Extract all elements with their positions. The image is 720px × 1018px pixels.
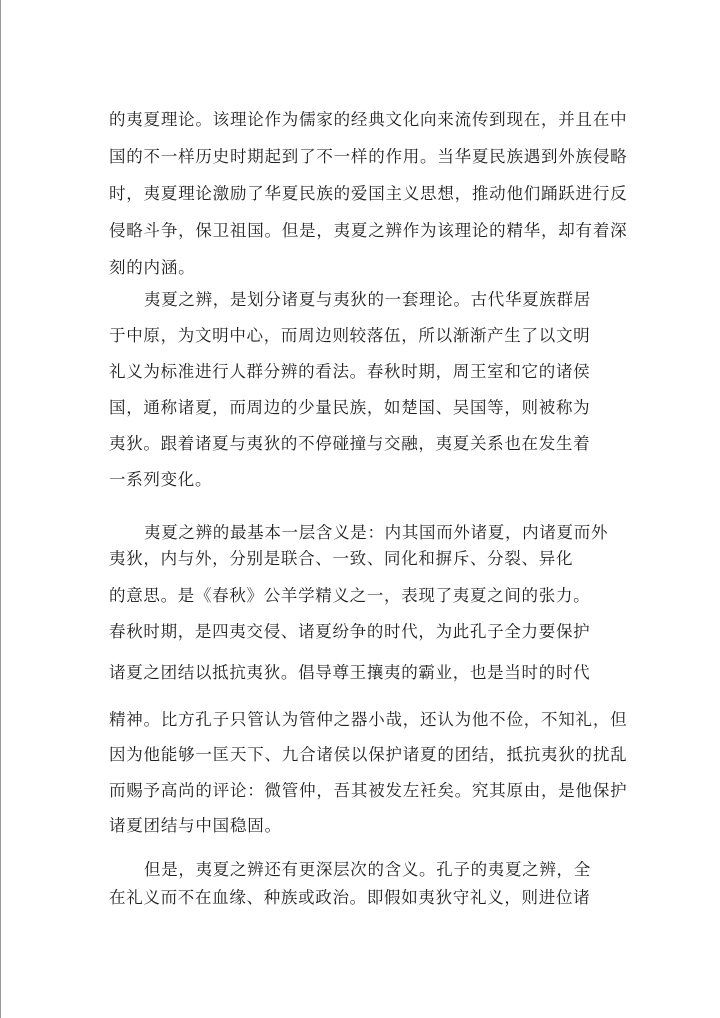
text-line: 而赐予高尚的评论：微管仲，吾其被发左衽矣。究其原由，是他保护 — [109, 781, 628, 800]
text-line: 侵略斗争，保卫祖国。但是，夷夏之辨作为该理论的精华，却有着深 — [109, 221, 628, 240]
text-line: 春秋时期，是四夷交侵、诸夏纷争的时代，为此孔子全力要保护 — [109, 622, 591, 641]
text-line: 夷狄。跟着诸夏与夷狄的不停碰撞与交融，夷夏关系也在发生着 — [109, 434, 591, 453]
text-line: 精神。比方孔子只管认为管仲之器小哉，还认为他不俭，不知礼，但 — [109, 710, 628, 729]
text-line: 于中原，为文明中心，而周边则较落伍，所以渐渐产生了以文明 — [109, 326, 591, 345]
text-line: 礼义为标准进行人群分辨的看法。春秋时期，周王室和它的诸侯 — [109, 362, 591, 381]
text-line: 刻的内涵。 — [109, 258, 196, 277]
text-line: 但是，夷夏之辨还有更深层次的含义。孔子的夷夏之辨，全 — [144, 860, 591, 879]
text-line: 诸夏团结与中国稳固。 — [109, 816, 282, 835]
text-line: 诸夏之团结以抵抗夷狄。倡导尊王攘夷的霸业，也是当时的时代 — [109, 663, 591, 682]
text-line: 在礼义而不在血缘、种族或政治。即假如夷狄守礼义，则进位诸 — [109, 888, 591, 907]
text-line: 夷夏之辨的最基本一层含义是：内其国而外诸夏，内诸夏而外 — [144, 523, 609, 542]
text-line: 夷狄，内与外，分别是联合、一致、同化和摒斥、分裂、异化 — [109, 549, 574, 568]
text-line: 一系列变化。 — [109, 470, 213, 489]
text-line: 夷夏之辨，是划分诸夏与夷狄的一套理论。古代华夏族群居 — [144, 290, 591, 309]
text-line: 国的不一样历史时期起到了不一样的作用。当华夏民族遇到外族侵略 — [109, 147, 628, 166]
text-line: 因为他能够一匡天下、九合诸侯以保护诸夏的团结，抵抗夷狄的扰乱 — [109, 745, 628, 764]
text-line: 的意思。是《春秋》公羊学精义之一，表现了夷夏之间的张力。 — [109, 586, 591, 605]
text-line: 的夷夏理论。该理论作为儒家的经典文化向来流传到现在，并且在中 — [109, 110, 628, 129]
text-line: 国，通称诸夏，而周边的少量民族，如楚国、吴国等，则被称为 — [109, 398, 591, 417]
text-line: 时，夷夏理论激励了华夏民族的爱国主义思想，推动他们踊跃进行反 — [109, 184, 628, 203]
